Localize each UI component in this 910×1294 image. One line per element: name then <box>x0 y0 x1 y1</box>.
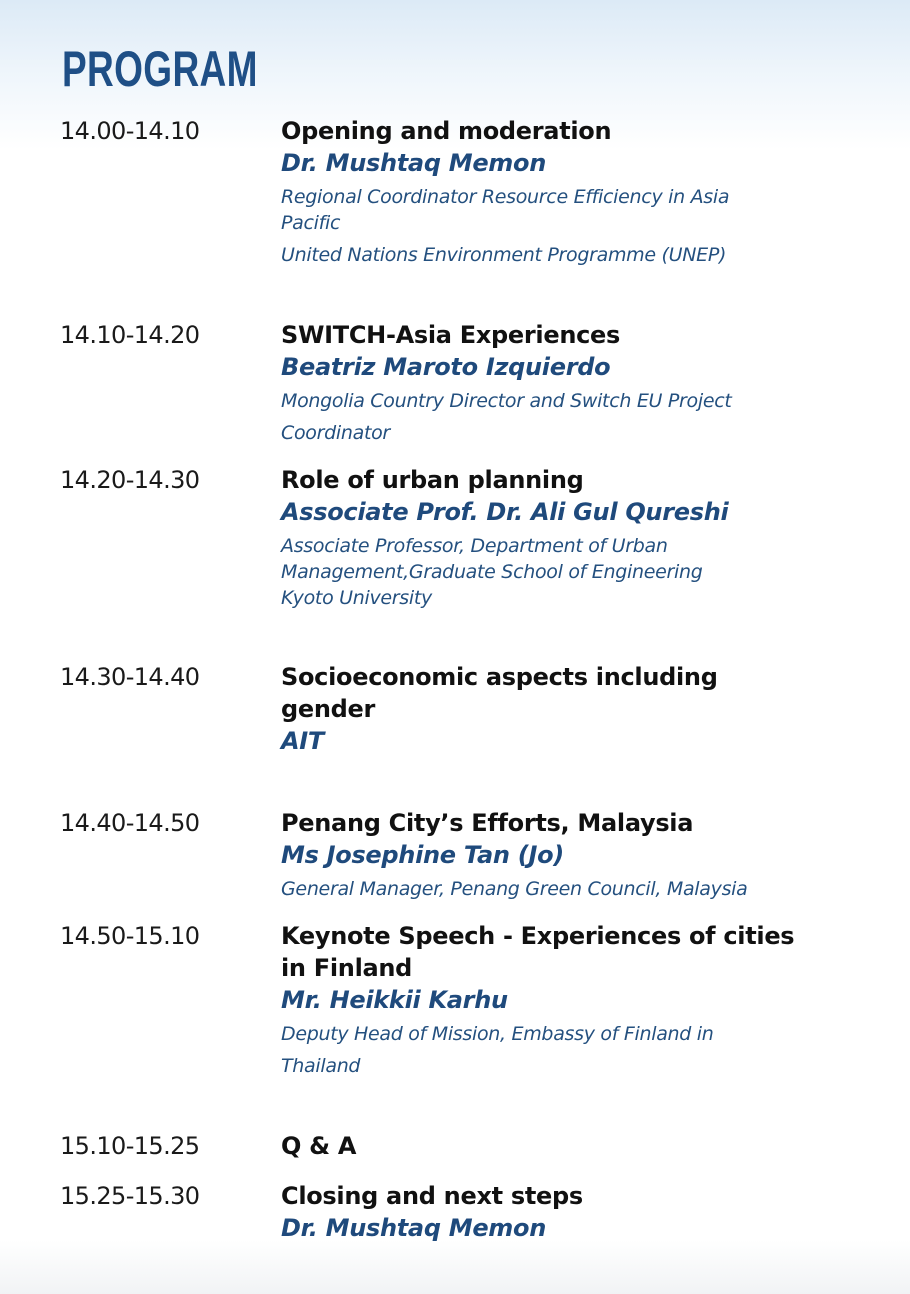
speaker-affiliation: Mongolia Country Director and Switch EU Project Coordinator <box>281 390 732 444</box>
speaker-name: Associate Prof. Dr. Ali Gul Qureshi <box>281 498 729 526</box>
speaker-name: Mr. Heikkii Karhu <box>281 986 508 1014</box>
session-details <box>281 1130 841 1162</box>
session-time: 15.10-15.25 <box>60 1132 200 1160</box>
session-details <box>281 807 841 902</box>
session-time: 14.20-14.30 <box>60 466 200 494</box>
speaker-name: Beatriz Maroto Izquierdo <box>281 353 611 381</box>
session-details <box>281 1180 841 1244</box>
session-details <box>281 115 841 268</box>
session-time: 14.00-14.10 <box>60 117 200 145</box>
speaker-name: Dr. Mushtaq Memon <box>281 1214 546 1242</box>
speaker-affiliation: Deputy Head of Mission, Embassy of Finland in Thailand <box>281 1023 714 1077</box>
speaker-name: Dr. Mushtaq Memon <box>281 149 546 177</box>
session-title: Penang City’s Efforts, Malaysia <box>281 809 694 837</box>
session-time: 14.40-14.50 <box>60 809 200 837</box>
session-time: 15.25-15.30 <box>60 1182 200 1210</box>
page-title: PROGRAM <box>62 41 258 97</box>
speaker-name: AIT <box>281 727 324 755</box>
session-title: Q & A <box>281 1132 357 1160</box>
session-title: Keynote Speech - Experiences of cities in Finland <box>281 922 795 982</box>
session-title: Opening and moderation <box>281 117 612 145</box>
speaker-affiliation: General Manager, Penang Green Council, Malaysia <box>281 878 748 900</box>
speaker-affiliation: Regional Coordinator Resource Efficiency in Asia Pacific <box>281 186 730 234</box>
session-time: 14.50-15.10 <box>60 922 200 950</box>
session-details <box>281 464 841 611</box>
session-title: Socioeconomic aspects including gender <box>281 663 718 723</box>
session-details <box>281 920 841 1082</box>
session-details <box>281 319 841 449</box>
session-title: SWITCH-Asia Experiences <box>281 321 621 349</box>
session-time: 14.10-14.20 <box>60 321 200 349</box>
speaker-name: Ms Josephine Tan (Jo) <box>281 841 564 869</box>
session-time: 14.30-14.40 <box>60 663 200 691</box>
session-title: Closing and next steps <box>281 1182 583 1210</box>
speaker-organization: United Nations Environment Programme (UNEP) <box>281 244 727 266</box>
session-title: Role of urban planning <box>281 466 584 494</box>
speaker-affiliation: Associate Professor, Department of Urban Management,Graduate School of Engineering Kyoto University <box>281 535 703 609</box>
session-details <box>281 661 841 757</box>
